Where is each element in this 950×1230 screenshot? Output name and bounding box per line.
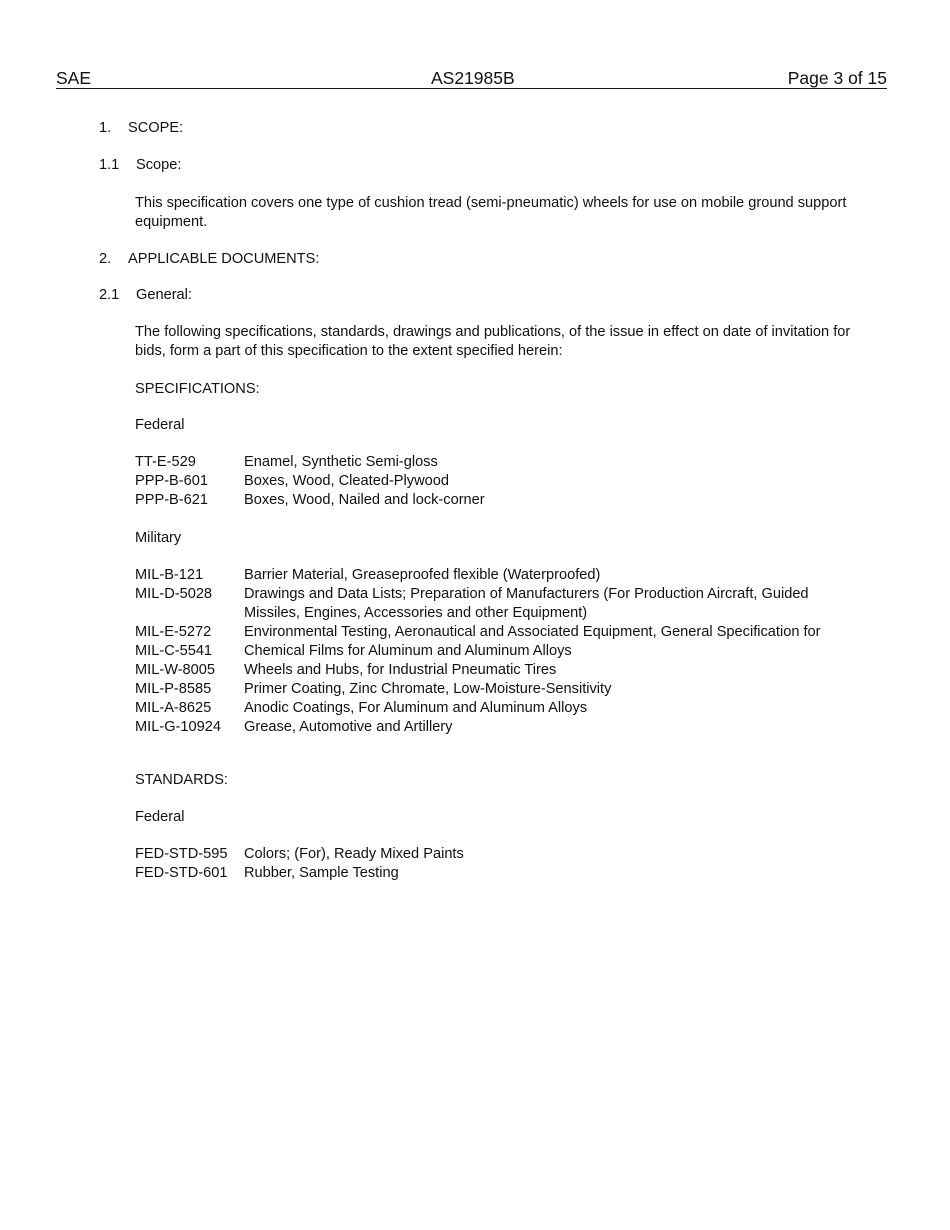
doc-title: Grease, Automotive and Artillery (244, 719, 453, 735)
doc-title: Wheels and Hubs, for Industrial Pneumatic Tires (244, 662, 557, 678)
list-item (135, 661, 855, 680)
doc-title: Primer Coating, Zinc Chromate, Low-Moisture-Sensitivity (244, 681, 612, 697)
section-1-title: SCOPE: (128, 120, 184, 136)
doc-code: MIL-E-5272 (135, 624, 212, 640)
list-item (135, 699, 855, 718)
section-2-1-title: General: (136, 287, 192, 303)
doc-code: MIL-G-10924 (135, 719, 221, 735)
military-specs-list (135, 566, 855, 737)
doc-code: PPP-B-621 (135, 492, 209, 508)
federal-specs-list (135, 453, 855, 510)
list-item (135, 453, 855, 472)
header-org: SAE (56, 68, 92, 88)
list-item (135, 845, 855, 864)
doc-code: FED-STD-595 (135, 846, 228, 862)
doc-code: PPP-B-601 (135, 473, 209, 489)
doc-title: Drawings and Data Lists; Preparation of Manufacturers (For Production Aircraft, Guided Missiles, Engines, Accessories and other Equipment) (244, 586, 809, 621)
list-item (135, 472, 855, 491)
section-2-title: APPLICABLE DOCUMENTS: (128, 251, 320, 267)
general-paragraph: The following specifications, standards, drawings and publications, of the issue in effect on date of invitation for bids, form a part of this specification to the extent specified herein: (135, 324, 851, 359)
scope-paragraph: This specification covers one type of cushion tread (semi-pneumatic) wheels for use on mobile ground support equipment. (135, 195, 847, 230)
section-1-1-title: Scope: (136, 157, 182, 173)
doc-code: MIL-P-8585 (135, 681, 212, 697)
list-item (135, 585, 855, 623)
doc-code: TT-E-529 (135, 454, 196, 470)
doc-title: Boxes, Wood, Nailed and lock-corner (244, 492, 485, 508)
list-item (135, 491, 855, 510)
federal-standards-heading: Federal (135, 809, 185, 825)
doc-code: MIL-D-5028 (135, 586, 213, 602)
doc-code: MIL-W-8005 (135, 662, 216, 678)
doc-title: Chemical Films for Aluminum and Aluminum Alloys (244, 643, 572, 659)
list-item (135, 623, 855, 642)
doc-title: Barrier Material, Greaseproofed flexible (Waterproofed) (244, 567, 601, 583)
military-specs-heading: Military (135, 530, 182, 546)
section-2-1-number: 2.1 (99, 287, 120, 303)
section-1-1-number: 1.1 (99, 157, 120, 173)
list-item (135, 680, 855, 699)
list-item (135, 642, 855, 661)
standards-heading: STANDARDS: (135, 772, 228, 788)
federal-standards-list (135, 845, 855, 883)
doc-title: Rubber, Sample Testing (244, 865, 399, 881)
section-1-1-heading (99, 156, 181, 175)
doc-title: Colors; (For), Ready Mixed Paints (244, 846, 464, 862)
doc-title: Anodic Coatings, For Aluminum and Aluminum Alloys (244, 700, 588, 716)
federal-specs-heading: Federal (135, 417, 185, 433)
header-doc-number: AS21985B (431, 68, 515, 88)
page-header (56, 68, 887, 89)
doc-title: Boxes, Wood, Cleated-Plywood (244, 473, 449, 489)
list-item (135, 864, 855, 883)
list-item (135, 718, 855, 737)
header-page-number: Page 3 of 15 (787, 68, 887, 88)
doc-code: MIL-B-121 (135, 567, 204, 583)
section-1-number: 1. (99, 120, 112, 136)
doc-title: Enamel, Synthetic Semi-gloss (244, 454, 438, 470)
doc-code: FED-STD-601 (135, 865, 228, 881)
specifications-heading: SPECIFICATIONS: (135, 381, 260, 397)
section-2-1-heading (99, 286, 192, 305)
doc-code: MIL-C-5541 (135, 643, 213, 659)
doc-title: Environmental Testing, Aeronautical and Associated Equipment, General Specification for (244, 624, 821, 640)
section-1-heading (99, 119, 183, 138)
section-2-number: 2. (99, 251, 112, 267)
section-2-heading (99, 250, 319, 269)
doc-code: MIL-A-8625 (135, 700, 212, 716)
list-item (135, 566, 855, 585)
